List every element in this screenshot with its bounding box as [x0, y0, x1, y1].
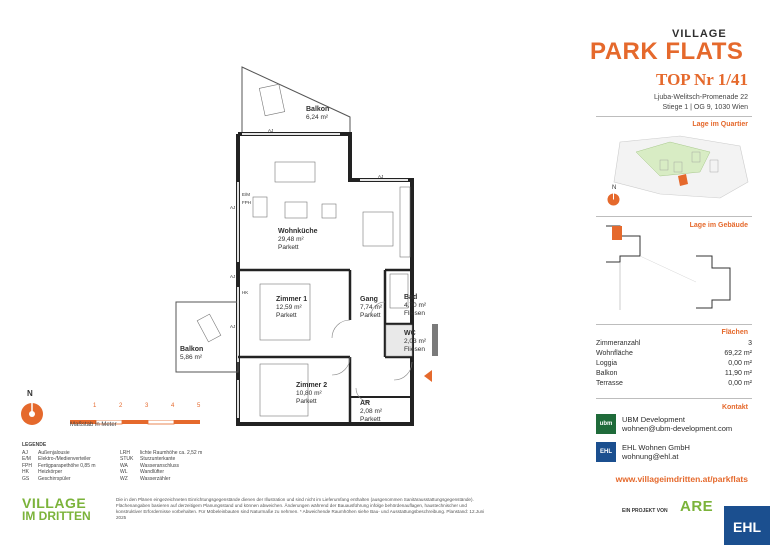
compass-small-label: N — [612, 185, 617, 191]
compass-n-label: N — [27, 389, 33, 398]
scale-number: 3 — [145, 403, 149, 409]
legend-item: GS Geschirrspüler — [22, 475, 71, 482]
legend-right — [120, 450, 230, 482]
area-row-wohnflaeche — [596, 350, 752, 359]
room-balkon-top — [306, 106, 329, 122]
room-name: WC — [404, 330, 416, 337]
legend-item: LRH lichte Raumhöhe ca. 2,52 m — [120, 450, 203, 456]
area-label: Balkon — [596, 370, 618, 377]
legend-item: WZ Wasserzähler — [120, 475, 171, 482]
divider — [596, 116, 752, 117]
ehl-footer-logo: EHL — [724, 506, 770, 545]
top-number: TOP Nr 1/41 — [656, 70, 748, 89]
legend-left — [22, 450, 114, 482]
area-label: Loggia — [596, 360, 618, 367]
ehl-logo: EHL — [596, 442, 616, 462]
contact-email[interactable]: wohnen@ubm-development.com — [622, 424, 733, 433]
room-floor: Fliesen — [404, 346, 425, 353]
contact-company: UBM Development — [622, 415, 685, 424]
scale-bar — [70, 412, 204, 417]
address-line2: Stiege 1 | OG 9, 1030 Wien — [662, 104, 748, 111]
room-floor: Parkett — [278, 244, 299, 251]
room-name: Balkon — [180, 346, 204, 353]
compass-icon — [20, 402, 44, 426]
room-area: 7,74 m² — [360, 304, 383, 311]
address-line1: Ljuba-Welitsch-Promenade 22 — [653, 94, 748, 101]
mark-fph: FPH — [242, 200, 251, 205]
ubm-logo: ubm — [596, 414, 616, 434]
divider — [596, 398, 752, 399]
legend-item: HK Heizkörper — [22, 469, 63, 476]
are-logo: ARE — [680, 498, 714, 515]
area-row-terrasse — [596, 380, 752, 389]
lage-gebaeude-title: Lage im Gebäude — [689, 222, 748, 229]
room-name: Wohnküche — [278, 228, 318, 235]
room-floor: Parkett — [276, 312, 297, 319]
brand-small: VILLAGE — [672, 28, 727, 40]
scale-number: 4 — [171, 403, 175, 409]
area-row-zimmer — [596, 340, 752, 349]
scale-number: 1 — [93, 403, 97, 409]
area-value: 69,22 m² — [724, 350, 752, 357]
area-row-balkon — [596, 370, 752, 379]
brand-big: PARK FLATS — [590, 38, 744, 65]
contact-email[interactable]: wohnung@ehl.at — [622, 452, 679, 461]
projekt-von: EIN PROJEKT VON — [622, 508, 668, 514]
building-diagram — [600, 222, 750, 312]
room-ar — [360, 400, 382, 424]
lage-quartier-title: Lage im Quartier — [692, 121, 748, 128]
room-area: 4,70 m² — [404, 302, 427, 309]
legend-item: STUK Sturzunterkante — [120, 456, 176, 463]
floor-plan — [150, 62, 460, 442]
area-value: 0,00 m² — [728, 380, 752, 387]
room-area: 5,86 m² — [180, 354, 203, 361]
room-floor: Parkett — [296, 398, 317, 405]
compass-small-icon — [607, 193, 620, 206]
village-logo-top: VILLAGE — [22, 495, 87, 511]
disclaimer: Die in den Plänen eingezeichneten Einrichtungsgegenstände dienen der Illustration und sind nicht im Lieferumfang enthalten (ausgenommen Sanitärausstattungsgegenstände). Flächenangaben basieren auf derzeitigem Planungsstand und können abweichen. Änderungen während der Bauausführung infolge behördenauflagen, haustechnischer und konstruktiver Erfordernisse vorbehalten. Für Möbeleinbauten sind Naturmaße zu nehmen. * Abweichende Raumhöhen siehe Bau- und Ausstattungsbeschreibung. Planstand: 12.Juni 2025 — [116, 497, 485, 520]
village-logo-bottom: IM DRITTEN — [22, 509, 91, 523]
divider — [596, 216, 752, 217]
legend-item: WA Wasseranschluss — [120, 462, 179, 469]
room-gang — [360, 296, 382, 320]
mark-aj: AJ — [268, 128, 274, 133]
legend-item: FPH Fertigparapethöhe 0,85 m — [22, 462, 96, 469]
room-area: 12,59 m² — [276, 304, 302, 311]
area-label: Terrasse — [596, 380, 623, 387]
mark-aj: AJ — [230, 324, 236, 329]
legend-item: WL Wandlüfter — [120, 469, 164, 476]
room-wc — [404, 330, 426, 354]
legend-item: AJ Außenjalousie — [22, 450, 70, 456]
room-area: 6,24 m² — [306, 114, 329, 121]
mark-aj: AJ — [378, 174, 384, 179]
room-floor: Parkett — [360, 416, 381, 423]
room-area: 29,48 m² — [278, 236, 304, 243]
site-map — [600, 132, 750, 204]
legend-item: E/M Elektro-/Medienverteiler — [22, 456, 91, 463]
area-label: Zimmeranzahl — [596, 340, 641, 347]
room-floor: Fliesen — [404, 310, 425, 317]
area-row-loggia — [596, 360, 752, 369]
area-value: 11,90 m² — [724, 370, 752, 377]
divider — [596, 324, 752, 325]
room-name: Zimmer 1 — [276, 296, 308, 303]
scale-number: 2 — [119, 403, 123, 409]
contact-ubm — [622, 415, 732, 433]
mark-aj: AJ — [230, 274, 236, 279]
room-area: 2,08 m² — [360, 408, 383, 415]
area-value: 0,00 m² — [728, 360, 752, 367]
room-area: 10,80 m² — [296, 390, 322, 397]
area-value: 3 — [748, 340, 752, 347]
mark-aj: AJ — [230, 205, 236, 210]
room-zimmer2 — [296, 382, 327, 406]
contact-ehl — [622, 443, 690, 461]
contact-company: EHL Wohnen GmbH — [622, 443, 690, 452]
room-wohnkueche — [278, 228, 318, 252]
area-label: Wohnfläche — [596, 350, 633, 357]
room-floor: Parkett — [360, 312, 381, 319]
scale-number: 5 — [197, 403, 201, 409]
room-name: Bad — [404, 294, 418, 301]
website-link[interactable]: www.villageimdritten.at/parkflats — [615, 474, 748, 484]
flaechen-title: Flächen — [721, 329, 748, 336]
room-name: AR — [360, 400, 371, 407]
legend-title: LEGENDE — [22, 442, 47, 448]
mark-em: E/M — [242, 192, 251, 197]
room-zimmer1 — [276, 296, 307, 320]
room-bad — [404, 294, 426, 318]
scale-label: Maßstab in Meter — [70, 422, 117, 428]
room-name: Gang — [360, 296, 378, 303]
room-name: Balkon — [306, 106, 330, 113]
kontakt-title: Kontakt — [721, 404, 748, 411]
room-balkon-left — [180, 346, 203, 362]
room-area: 2,03 m² — [404, 338, 427, 345]
room-name: Zimmer 2 — [296, 382, 328, 389]
mark-hk: HK — [242, 290, 249, 295]
